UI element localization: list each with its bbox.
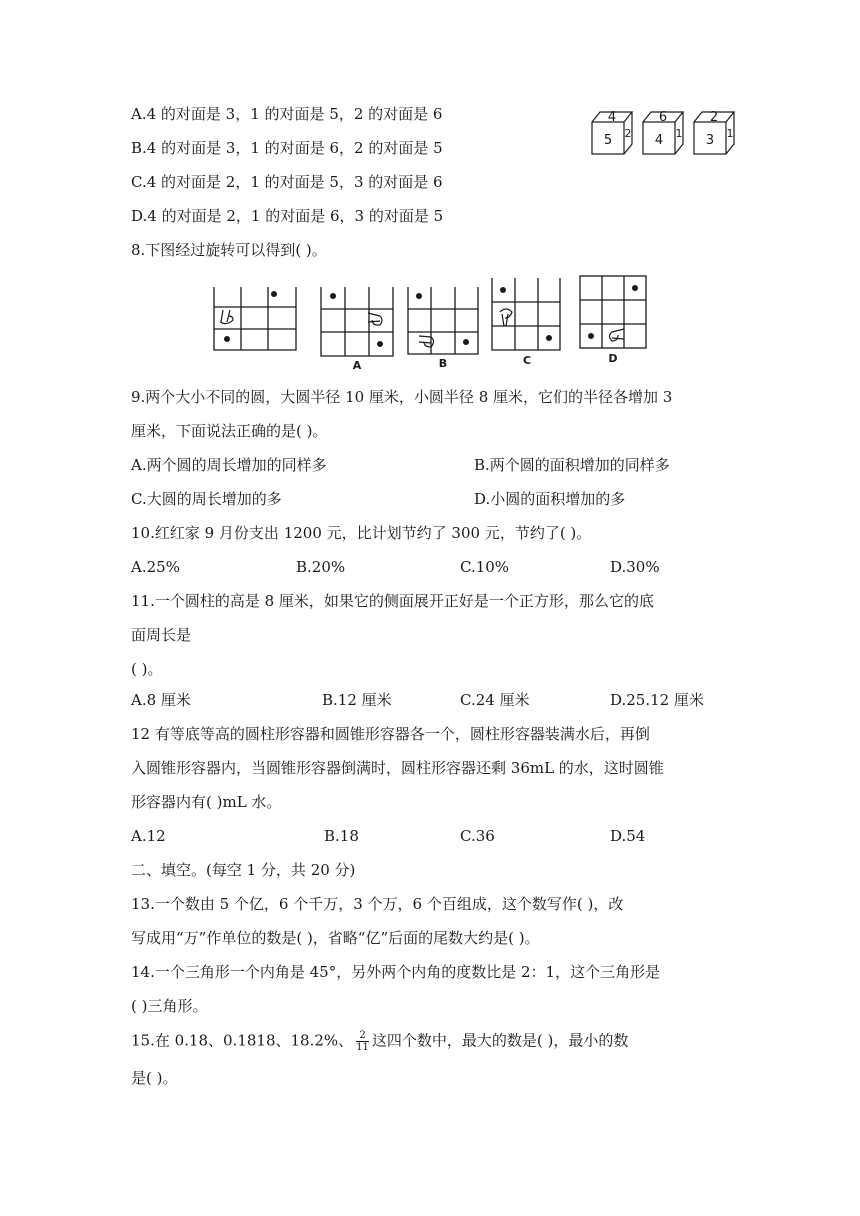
q7-option-a: A.4 的对面是 3，1 的对面是 5，2 的对面是 6 [131, 105, 443, 123]
q15-line1 [131, 1030, 628, 1053]
fraction-numerator: 2 [356, 1030, 369, 1042]
q7-option-b: B.4 的对面是 3，1 的对面是 6，2 的对面是 5 [131, 139, 443, 157]
q11-option-c: C.24 厘米 [460, 691, 530, 709]
cube1-front: 5 [603, 133, 613, 148]
option-label-c: C [522, 354, 532, 367]
option-label-d: D [608, 352, 618, 365]
q12-option-a: A.12 [131, 827, 166, 845]
q14-line1: 14.一个三角形一个内角是 45°，另外两个内角的度数比是 2：1，这个三角形是 [131, 963, 661, 981]
q11-stem-line1: 11.一个圆柱的高是 8 厘米，如果它的侧面展开正好是一个正方形，那么它的底 [131, 592, 654, 610]
section-heading: 二、填空。(每空 1 分，共 20 分) [131, 861, 356, 879]
q10-option-a: A.25% [131, 558, 180, 576]
cube3-side: 1 [726, 127, 734, 140]
q14-line2: ( )三角形。 [131, 997, 208, 1015]
q12-option-b: B.18 [324, 827, 359, 845]
q13-line2: 写成用“万”作单位的数是( )，省略“亿”后面的尾数大约是( )。 [131, 929, 540, 947]
q12-stem-line2: 入圆锥形容器内，当圆锥形容器倒满时，圆柱形容器还剩 36mL 的水，这时圆锥 [131, 759, 664, 777]
q7-option-d: D.4 的对面是 2，1 的对面是 6，3 的对面是 5 [131, 207, 444, 225]
option-label-a: A [352, 359, 362, 372]
q9-option-c: C.大圆的周长增加的多 [131, 490, 282, 508]
q11-option-a: A.8 厘米 [131, 691, 191, 709]
q10-option-b: B.20% [296, 558, 346, 576]
q11-option-b: B.12 厘米 [322, 691, 392, 709]
fraction-denominator: 11 [356, 1042, 369, 1053]
q12-option-c: C.36 [460, 827, 495, 845]
q8-stem: 8.下图经过旋转可以得到( )。 [131, 241, 327, 259]
cube1-side: 2 [624, 127, 632, 140]
q9-option-a: A.两个圆的周长增加的同样多 [131, 456, 327, 474]
q10-stem: 10.红红家 9 月份支出 1200 元，比计划节约了 300 元，节约了( )。 [131, 524, 592, 542]
cube2-top: 6 [658, 110, 668, 125]
cube2-side: 1 [675, 127, 683, 140]
q11-stem-line2: 面周长是 [131, 626, 192, 644]
q9-stem-line1: 9.两个大小不同的圆，大圆半径 10 厘米，小圆半径 8 厘米，它们的半径各增加 3 [131, 388, 673, 406]
cubes-figure [588, 106, 748, 158]
q9-stem-line2: 厘米，下面说法正确的是( )。 [131, 422, 328, 440]
cube1-top: 4 [607, 110, 617, 125]
q9-option-d: D.小圆的面积增加的多 [474, 490, 626, 508]
q7-option-c: C.4 的对面是 2，1 的对面是 5，3 的对面是 6 [131, 173, 443, 191]
q13-line1: 13.一个数由 5 个亿，6 个千万，3 个万，6 个百组成，这个数写作( )，改 [131, 895, 624, 913]
cube3-front: 3 [705, 133, 715, 148]
q15-line2: 是( )。 [131, 1069, 178, 1087]
q12-stem-line3: 形容器内有( )mL 水。 [131, 793, 282, 811]
q10-option-c: C.10% [460, 558, 510, 576]
q11-option-d: D.25.12 厘米 [610, 691, 704, 709]
q9-option-b: B.两个圆的面积增加的同样多 [474, 456, 670, 474]
fraction [356, 1030, 369, 1053]
cube3-top: 2 [709, 110, 719, 125]
rotation-figure [200, 272, 660, 372]
q10-option-d: D.30% [610, 558, 660, 576]
q12-stem-line1: 12 有等底等高的圆柱形容器和圆锥形容器各一个，圆柱形容器装满水后，再倒 [131, 725, 650, 743]
q12-option-d: D.54 [610, 827, 646, 845]
option-label-b: B [438, 357, 448, 370]
cube2-front: 4 [654, 133, 664, 148]
q15-suffix: 这四个数中，最大的数是( )，最小的数 [371, 1031, 629, 1050]
q15-prefix: 15.在 0.18、0.1818、18.2%、 [131, 1031, 354, 1050]
q11-stem-line3: ( )。 [131, 660, 163, 678]
